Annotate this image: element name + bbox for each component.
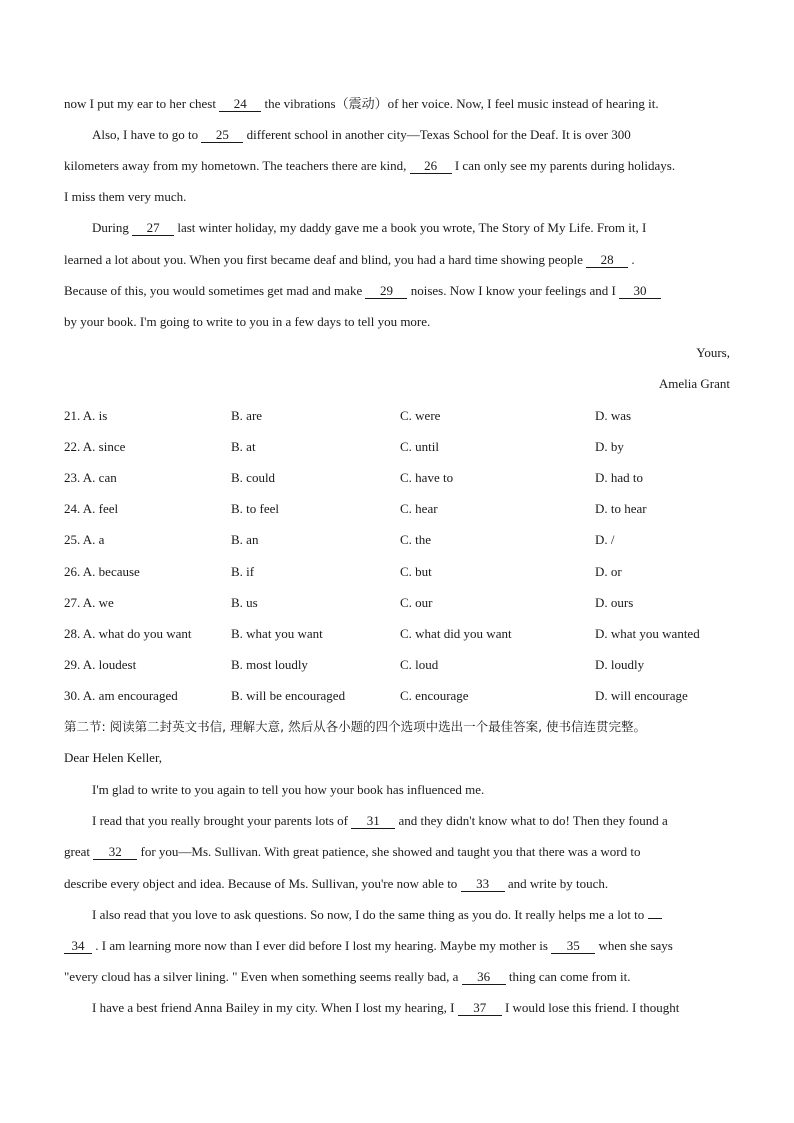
option-b[interactable]: B. most loudly (231, 657, 308, 672)
option-a[interactable]: 25. A. a (64, 532, 105, 547)
letter-greeting: Dear Helen Keller, (64, 750, 163, 765)
question-22 (64, 439, 744, 455)
blank-34[interactable]: 34 (64, 939, 92, 954)
option-b[interactable]: B. could (231, 470, 276, 485)
passage-line: During 27 last winter holiday, my daddy gave me a book you wrote, The Story of My Life. From it, I (92, 220, 647, 235)
option-c[interactable]: C. our (400, 595, 433, 610)
question-21 (64, 408, 744, 424)
blank-35[interactable]: 35 (551, 939, 595, 954)
passage-line: learned a lot about you. When you first became deaf and blind, you had a hard time showing people 28 . (64, 252, 635, 267)
option-d[interactable]: D. will encourage (595, 688, 688, 703)
blank-26[interactable]: 26 (410, 159, 452, 174)
option-a[interactable]: 22. A. since (64, 439, 126, 454)
passage-line: now I put my ear to her chest 24 the vibrations（震动）of her voice. Now, I feel music instead of hearing it. (64, 96, 659, 111)
option-b[interactable]: B. at (231, 439, 256, 454)
option-d[interactable]: D. to hear (595, 501, 647, 516)
passage-line: describe every object and idea. Because of Ms. Sullivan, you're now able to 33 and write by touch. (64, 876, 609, 891)
passage-line: Because of this, you would sometimes get mad and make 29 noises. Now I know your feelings and I 30 (64, 283, 734, 299)
option-d[interactable]: D. / (595, 532, 615, 547)
option-a[interactable]: 24. A. feel (64, 501, 119, 516)
passage-line: I read that you really brought your parents lots of 31 and they didn't know what to do! Then they found a (92, 813, 668, 828)
option-c[interactable]: C. were (400, 408, 441, 423)
question-25 (64, 532, 744, 548)
option-c[interactable]: C. but (400, 564, 432, 579)
passage-line: I also read that you love to ask questions. So now, I do the same thing as you do. It really helps me a lot to (92, 907, 734, 923)
option-b[interactable]: B. to feel (231, 501, 280, 516)
question-28 (64, 626, 744, 642)
blank-29[interactable]: 29 (365, 284, 407, 299)
option-d[interactable]: D. loudly (595, 657, 645, 672)
blank-34-start[interactable] (648, 918, 662, 919)
passage-line: I have a best friend Anna Bailey in my city. When I lost my hearing, I 37 I would lose this friend. I thought (92, 1000, 680, 1015)
option-c[interactable]: C. encourage (400, 688, 469, 703)
option-a[interactable]: 23. A. can (64, 470, 117, 485)
option-c[interactable]: C. until (400, 439, 440, 454)
blank-33[interactable]: 33 (461, 877, 505, 892)
blank-32[interactable]: 32 (93, 845, 137, 860)
option-a[interactable]: 26. A. because (64, 564, 140, 579)
option-a[interactable]: 30. A. am encouraged (64, 688, 178, 703)
blank-36[interactable]: 36 (462, 970, 506, 985)
option-c[interactable]: C. have to (400, 470, 454, 485)
passage-line: 34 . I am learning more now than I ever did before I lost my hearing. Maybe my mother is 35 when she says (64, 938, 734, 954)
letter-signature: Amelia Grant (658, 376, 730, 391)
passage-line: Also, I have to go to 25 different school in another city—Texas School for the Deaf. It is over 300 (92, 127, 631, 142)
option-b[interactable]: B. what you want (231, 626, 323, 641)
blank-28[interactable]: 28 (586, 253, 628, 268)
option-b[interactable]: B. are (231, 408, 263, 423)
option-d[interactable]: D. what you wanted (595, 626, 700, 641)
option-c[interactable]: C. loud (400, 657, 439, 672)
option-a[interactable]: 29. A. loudest (64, 657, 137, 672)
blank-24[interactable]: 24 (219, 97, 261, 112)
option-d[interactable]: D. had to (595, 470, 644, 485)
option-b[interactable]: B. if (231, 564, 255, 579)
option-d[interactable]: D. ours (595, 595, 634, 610)
option-c[interactable]: C. the (400, 532, 432, 547)
passage-line: I'm glad to write to you again to tell you how your book has influenced me. (92, 782, 485, 797)
passage-line: by your book. I'm going to write to you in a few days to tell you more. (64, 314, 431, 329)
option-a[interactable]: 28. A. what do you want (64, 626, 192, 641)
option-d[interactable]: D. was (595, 408, 632, 423)
option-a[interactable]: 27. A. we (64, 595, 114, 610)
passage-line: kilometers away from my hometown. The teachers there are kind, 26 I can only see my parents during holidays. (64, 158, 676, 173)
option-b[interactable]: B. an (231, 532, 259, 547)
blank-31[interactable]: 31 (351, 814, 395, 829)
option-c[interactable]: C. hear (400, 501, 438, 516)
question-24 (64, 501, 744, 517)
question-23 (64, 470, 744, 486)
passage-line: "every cloud has a silver lining. " Even when something seems really bad, a 36 thing can come from it. (64, 969, 631, 984)
question-29 (64, 657, 744, 673)
option-d[interactable]: D. or (595, 564, 622, 579)
option-a[interactable]: 21. A. is (64, 408, 108, 423)
blank-27[interactable]: 27 (132, 221, 174, 236)
question-30 (64, 688, 744, 704)
letter-closing: Yours, (696, 345, 730, 360)
blank-30[interactable]: 30 (619, 284, 661, 299)
section-instruction: 第二节: 阅读第二封英文书信, 理解大意, 然后从各小题的四个选项中选出一个最佳答案, 使书信连贯完整。 (64, 719, 647, 734)
passage-line: great 32 for you—Ms. Sullivan. With great patience, she showed and taught you that there was a word to (64, 844, 641, 859)
option-b[interactable]: B. us (231, 595, 258, 610)
option-b[interactable]: B. will be encouraged (231, 688, 346, 703)
blank-25[interactable]: 25 (201, 128, 243, 143)
blank-37[interactable]: 37 (458, 1001, 502, 1016)
question-26 (64, 564, 744, 580)
passage-line: I miss them very much. (64, 189, 187, 204)
option-c[interactable]: C. what did you want (400, 626, 512, 641)
option-d[interactable]: D. by (595, 439, 624, 454)
question-27 (64, 595, 744, 611)
